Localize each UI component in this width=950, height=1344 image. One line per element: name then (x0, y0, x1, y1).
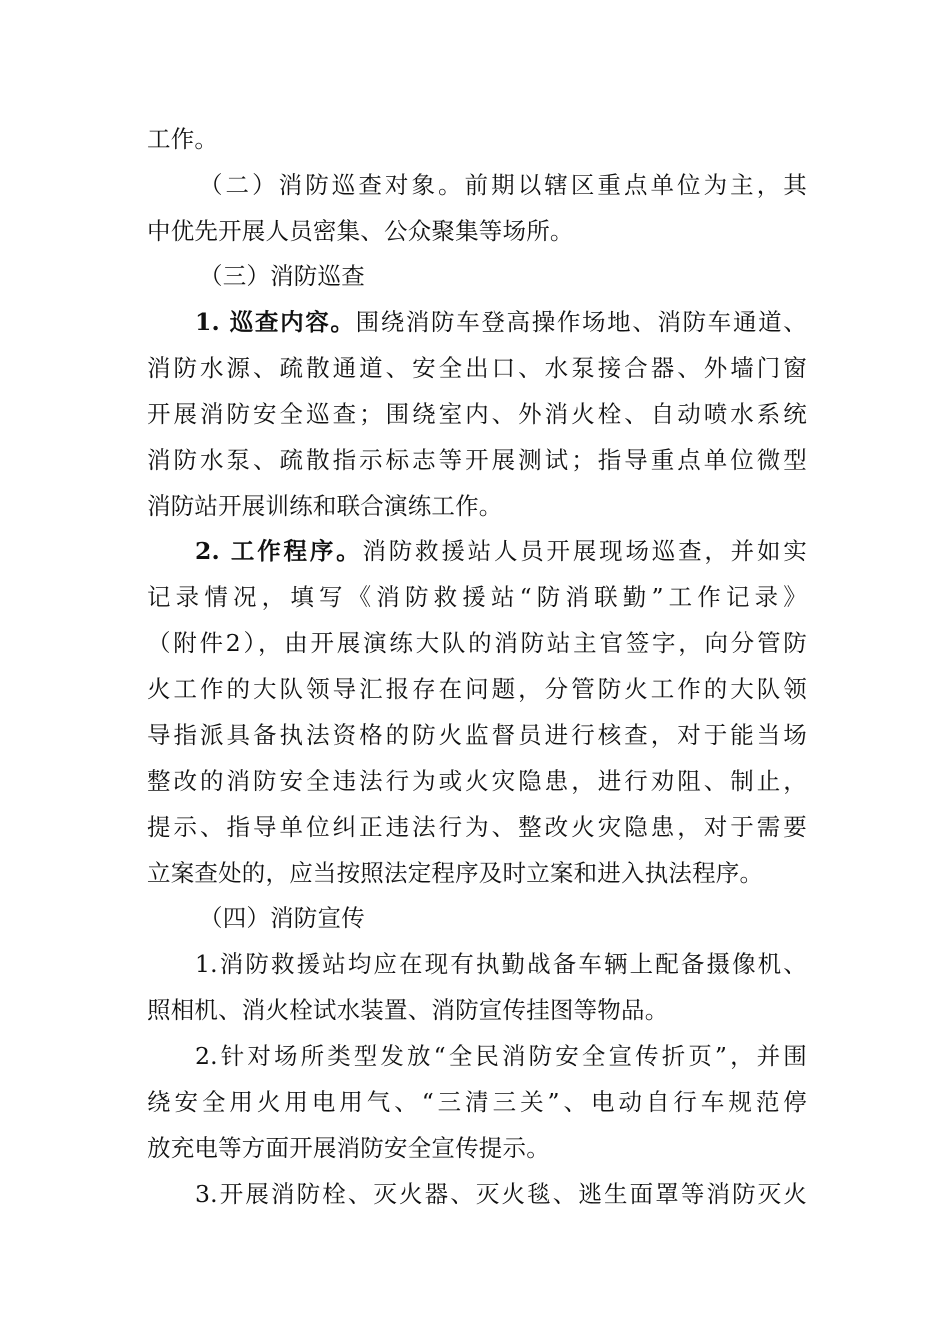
text-line: 开展消防安全巡查；围绕室内、外消火栓、自动喷水系统 (147, 400, 807, 428)
section-heading-patrol-targets: （二）消防巡查对象。前期以辖区重点单位为主，其 (199, 171, 807, 199)
item-heading-work-procedure: 2. 工作程序。 (195, 537, 363, 565)
list-item-1: 1.消防救援站均应在现有执勤战备车辆上配备摄像机、 (195, 950, 807, 978)
text-run: 消防救援站人员开展现场巡查，并如实 (362, 537, 807, 565)
text-line: 立案查处的，应当按照法定程序及时立案和进入执法程序。 (147, 859, 764, 887)
text-line: 绕安全用火用电用气、“三清三关”、电动自行车规范停 (147, 1088, 807, 1116)
text-line: 照相机、消火栓试水装置、消防宣传挂图等物品。 (147, 996, 669, 1024)
text-line: 放充电等方面开展消防安全宣传提示。 (147, 1134, 550, 1162)
text-line: 提示、指导单位纠正违法行为、整改火灾隐患，对于需要 (147, 813, 807, 841)
list-item-3: 3.开展消防栓、灭火器、灭火毯、逃生面罩等消防灭火 (195, 1180, 807, 1208)
item-heading-patrol-content: 1. 巡查内容。 (195, 308, 356, 336)
text-line: 火工作的大队领导汇报存在问题，分管防火工作的大队领 (147, 675, 807, 703)
text-line: 导指派具备执法资格的防火监督员进行核查，对于能当场 (147, 721, 807, 749)
text-line: 中优先开展人员密集、公众聚集等场所。 (147, 217, 574, 245)
section-heading-fire-patrol: （三）消防巡查 (199, 262, 365, 290)
section-heading-fire-publicity: （四）消防宣传 (199, 904, 365, 932)
text-run: 围绕消防车登高操作场地、消防车通道、 (355, 308, 807, 336)
text-line: 消防站开展训练和联合演练工作。 (147, 492, 503, 520)
text-line: 记录情况，填写《消防救援站“防消联勤”工作记录》 (147, 583, 807, 611)
paragraph-work-procedure (195, 531, 807, 571)
text-line: 工作。 (147, 125, 219, 153)
text-line: 消防水源、疏散通道、安全出口、水泵接合器、外墙门窗 (147, 354, 807, 382)
text-line: 整改的消防安全违法行为或火灾隐患，进行劝阻、制止， (147, 767, 807, 795)
text-line: 消防水泵、疏散指示标志等开展测试；指导重点单位微型 (147, 446, 807, 474)
text-line: （附件2），由开展演练大队的消防站主官签字，向分管防 (147, 629, 807, 657)
paragraph-patrol-content (195, 302, 807, 342)
list-item-2: 2.针对场所类型发放“全民消防安全宣传折页”，并围 (195, 1042, 807, 1070)
